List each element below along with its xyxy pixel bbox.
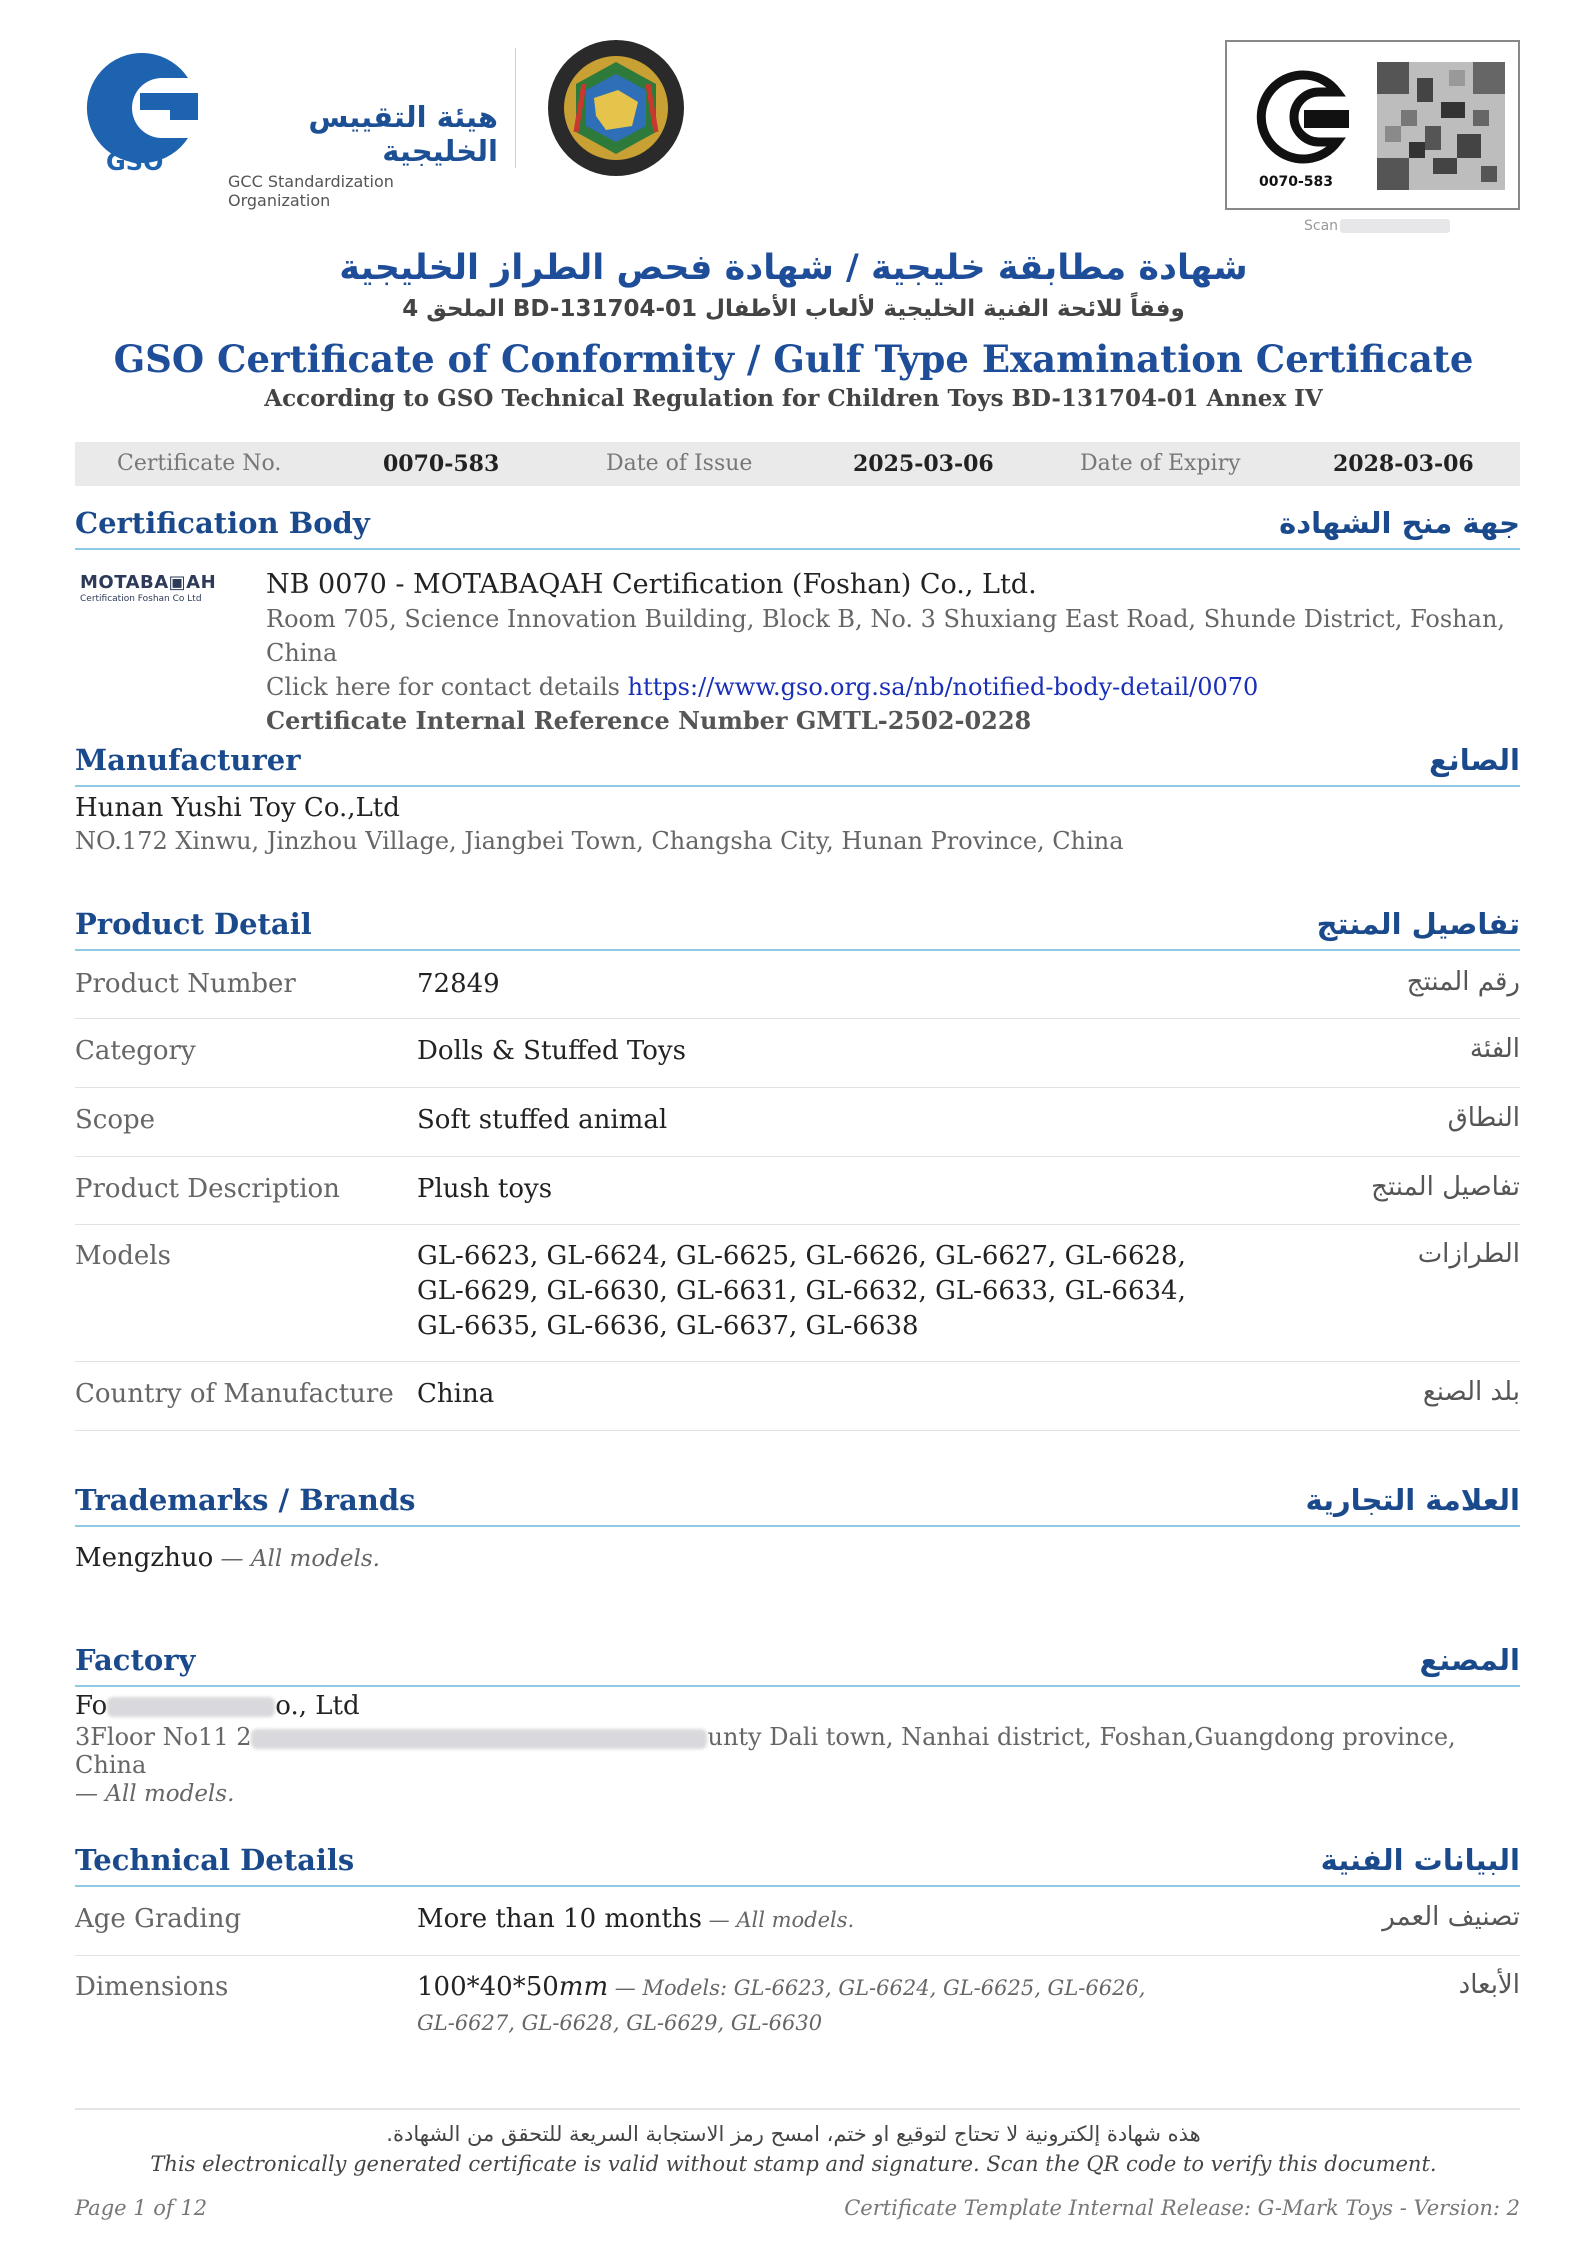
row-label-ar: بلد الصنع <box>1422 1377 1520 1407</box>
notified-body-address: Room 705, Science Innovation Building, Block B, No. 3 Shuxiang East Road, Shunde District, Foshan, China <box>266 605 1506 667</box>
age-grading-row <box>75 1887 1520 1956</box>
row-label: Dimensions <box>75 1972 229 2002</box>
motabaqah-logo-sub: Certification Foshan Co Ltd <box>80 594 202 604</box>
motabaqah-logo-name: MOTABA▣AH <box>80 572 217 593</box>
product-description-row <box>75 1157 1520 1225</box>
section-title-en: Technical Details <box>75 1843 355 1877</box>
country-row <box>75 1362 1520 1431</box>
brand-note: — All models. <box>213 1546 380 1572</box>
manufacturer-section <box>75 743 1520 855</box>
cert-no-label: Certificate No. <box>117 451 282 476</box>
row-label-ar: الفئة <box>1469 1034 1520 1064</box>
dimensions-row <box>75 1956 1520 2048</box>
certificate-info-bar <box>75 442 1520 486</box>
models-line: GL-6623, GL-6624, GL-6625, GL-6626, GL-6627, GL-6628, <box>417 1241 1186 1271</box>
section-header <box>75 743 1520 787</box>
qr-code-icon[interactable] <box>1377 60 1505 192</box>
section-title-ar: العلامة التجارية <box>1305 1483 1520 1517</box>
brand-line <box>75 1543 1520 1573</box>
section-title-ar: البيانات الفنية <box>1320 1843 1520 1877</box>
section-title-ar: الصانع <box>1429 743 1520 777</box>
contact-details-link[interactable]: https://www.gso.org.sa/nb/notified-body-detail/0070 <box>627 673 1259 701</box>
contact-prefix: Click here for contact details <box>266 673 628 701</box>
notified-body-name: NB 0070 - MOTABAQAH Certification (Foshan) Co., Ltd. <box>266 569 1037 600</box>
cert-no-value: 0070-583 <box>383 451 500 477</box>
models-row <box>75 1225 1520 1362</box>
brand-name: Mengzhuo <box>75 1543 214 1573</box>
models-line: GL-6635, GL-6636, GL-6637, GL-6638 <box>417 1311 919 1341</box>
gso-logo-text: GSO <box>106 148 164 176</box>
blurred-caption <box>1340 219 1450 233</box>
verification-qr-box <box>1225 40 1520 210</box>
age-value: More than 10 months <box>417 1904 702 1934</box>
row-label: Product Number <box>75 969 296 999</box>
certification-body-details <box>266 568 1520 738</box>
row-label: Category <box>75 1036 196 1066</box>
age-grading-value <box>417 1902 854 1938</box>
issue-date-value: 2025-03-06 <box>853 451 994 477</box>
gcc-emblem-icon <box>546 38 686 178</box>
factory-address-prefix: 3Floor No11 2 <box>75 1723 252 1751</box>
manufacturer-name: Hunan Yushi Toy Co.,Ltd <box>75 793 400 823</box>
section-title-ar: جهة منح الشهادة <box>1279 506 1520 540</box>
category-value: Dolls & Stuffed Toys <box>417 1036 686 1066</box>
section-title-en: Certification Body <box>75 506 370 540</box>
expiry-date-label: Date of Expiry <box>1080 451 1241 476</box>
section-header <box>75 1843 1520 1887</box>
qr-scan-label: Scan <box>1304 218 1339 234</box>
title-arabic: شهادة مطابقة خليجية / شهادة فحص الطراز الخليجية <box>339 248 1248 288</box>
models-line: GL-6629, GL-6630, GL-6631, GL-6632, GL-6633, GL-6634, <box>417 1276 1186 1306</box>
gso-name-block <box>228 100 498 210</box>
certification-body-section <box>75 506 1520 735</box>
section-title-en: Product Detail <box>75 907 312 941</box>
dimensions-value <box>417 1970 1146 2041</box>
product-description-value: Plush toys <box>417 1174 553 1204</box>
gso-english-name: GCC Standardization Organization <box>228 172 394 210</box>
product-number-value: 72849 <box>417 969 500 999</box>
header-divider <box>515 48 516 168</box>
factory-name-suffix: o., Ltd <box>275 1691 360 1721</box>
mark-code: 0070-583 <box>1259 174 1333 190</box>
row-label-ar: الأبعاد <box>1458 1970 1520 2000</box>
title-english: GSO Certificate of Conformity / Gulf Type Examination Certificate <box>113 337 1474 381</box>
row-label: Models <box>75 1241 171 1271</box>
dim-note-2: GL-6627, GL-6628, GL-6629, GL-6630 <box>417 2011 823 2035</box>
issue-date-label: Date of Issue <box>606 451 753 476</box>
motabaqah-logo <box>80 572 220 604</box>
dim-unit: mm <box>558 1972 609 2002</box>
section-header <box>75 506 1520 550</box>
section-header <box>75 907 1520 951</box>
models-value <box>417 1239 1186 1344</box>
subtitle-english: According to GSO Technical Regulation for Children Toys BD-131704-01 Annex IV <box>264 385 1323 412</box>
technical-details-section <box>75 1843 1520 2048</box>
expiry-date-value: 2028-03-06 <box>1333 451 1474 477</box>
row-label-ar: تفاصيل المنتج <box>1371 1172 1520 1202</box>
product-detail-section <box>75 907 1520 1431</box>
section-header <box>75 1643 1520 1687</box>
qr-scan-caption <box>1304 218 1450 234</box>
row-label-ar: النطاق <box>1447 1103 1520 1133</box>
template-version: Certificate Template Internal Release: G-Mark Toys - Version: 2 <box>844 2196 1520 2220</box>
manufacturer-address: NO.172 Xinwu, Jinzhou Village, Jiangbei Town, Changsha City, Hunan Province, China <box>75 827 1124 855</box>
section-header <box>75 1483 1520 1527</box>
row-label-ar: تصنيف العمر <box>1382 1902 1520 1932</box>
scope-row <box>75 1088 1520 1157</box>
section-title-en: Manufacturer <box>75 743 301 777</box>
section-title-ar: تفاصيل المنتج <box>1316 907 1520 941</box>
footer-note-english: This electronically generated certificate is valid without stamp and signature. Scan the QR code to verify this document. <box>150 2152 1437 2176</box>
country-value: China <box>417 1379 495 1409</box>
row-label: Scope <box>75 1105 156 1135</box>
row-label: Country of Manufacture <box>75 1379 394 1409</box>
subtitle-arabic: وفقاً للائحة الفنية الخليجية لألعاب الأطفال BD-131704-01 الملحق 4 <box>402 296 1185 322</box>
row-label-ar: رقم المنتج <box>1406 967 1520 997</box>
factory-name-prefix: Fo <box>75 1691 108 1721</box>
row-label-ar: الطرازات <box>1417 1239 1520 1269</box>
factory-address <box>75 1723 1520 1779</box>
age-note: — All models. <box>702 1908 855 1932</box>
footer-divider <box>75 2108 1520 2110</box>
gso-mark-icon <box>1249 62 1359 172</box>
section-title-en: Factory <box>75 1643 196 1677</box>
trademarks-section <box>75 1483 1520 1573</box>
product-number-row <box>75 951 1520 1019</box>
factory-section <box>75 1643 1520 1807</box>
gso-logo <box>70 38 210 178</box>
dim-note: — Models: GL-6623, GL-6624, GL-6625, GL-6626, <box>608 1976 1146 2000</box>
gso-arabic-name: هيئة التقييس الخليجية <box>308 100 498 168</box>
dimensions-line <box>417 1970 1146 2006</box>
factory-address-suffix: unty Dali town, Nanhai district, Foshan,Guangdong province, China <box>75 1723 1456 1779</box>
dim-value: 100*40*50 <box>417 1972 559 2002</box>
footer-note-arabic: هذه شهادة إلكترونية لا تحتاج لتوقيع او ختم، امسح رمز الاستجابة السريعة للتحقق من الشهادة. <box>386 2122 1201 2146</box>
internal-reference-number: Certificate Internal Reference Number GMTL-2502-0228 <box>266 706 1032 735</box>
contact-details-line <box>266 670 1520 704</box>
row-label: Product Description <box>75 1174 340 1204</box>
row-label: Age Grading <box>75 1904 242 1934</box>
section-title-en: Trademarks / Brands <box>75 1483 416 1517</box>
page-number: Page 1 of 12 <box>75 2196 208 2220</box>
category-row <box>75 1019 1520 1088</box>
redacted-text <box>251 1729 707 1749</box>
factory-note: — All models. <box>75 1781 235 1807</box>
section-title-ar: المصنع <box>1419 1643 1520 1677</box>
redacted-text <box>107 1697 275 1717</box>
factory-name <box>75 1691 1520 1721</box>
scope-value: Soft stuffed animal <box>417 1105 668 1135</box>
